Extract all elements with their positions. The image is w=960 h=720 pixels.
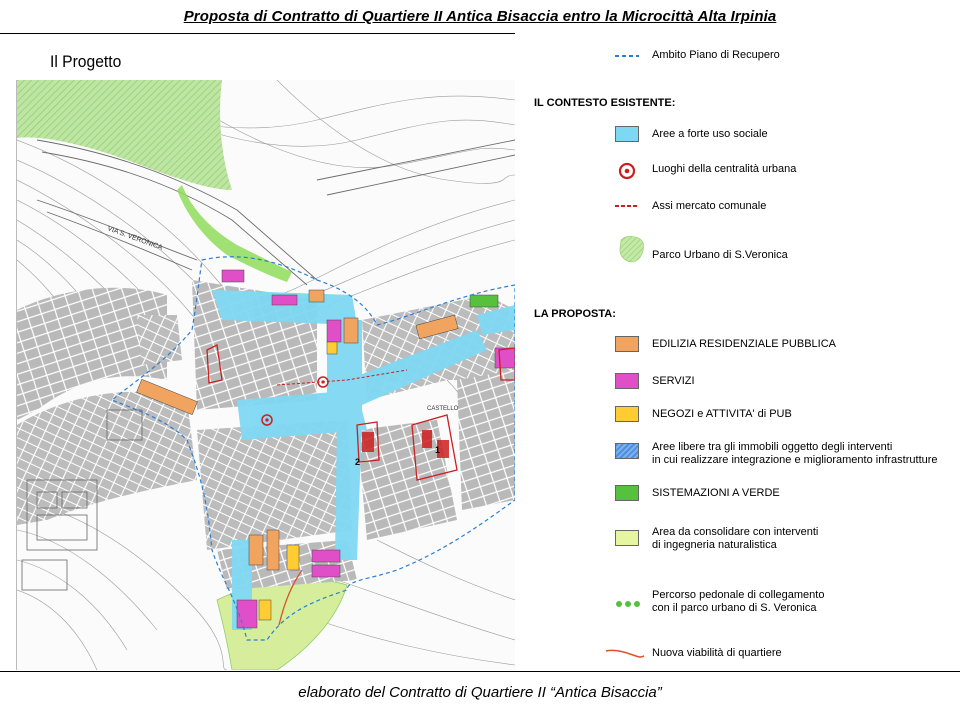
- legend-label-mercato: Assi mercato comunale: [652, 200, 767, 212]
- red-dashed-line-icon: [615, 198, 639, 214]
- project-map[interactable]: [16, 80, 515, 670]
- legend-label-consolidare-line2: di ingegneria naturalistica: [652, 539, 777, 551]
- legend-label-servizi: SERVIZI: [652, 375, 695, 387]
- legend-label-percorso: [652, 589, 824, 615]
- orange-box-icon: [615, 336, 639, 352]
- yellow-box-icon: [615, 406, 639, 422]
- title-rule: [0, 33, 515, 34]
- map-label-2: 2: [355, 457, 361, 467]
- page-title: Proposta di Contratto di Quartiere II Antica Bisaccia entro la Microcittà Alta Irpinia: [183, 8, 777, 25]
- legend-label-verde: SISTEMAZIONI A VERDE: [652, 487, 780, 499]
- green-dots-icon: [615, 596, 645, 612]
- street-label-veronica: VIA S. VERONICA: [106, 225, 164, 252]
- red-target-icon: [615, 162, 639, 180]
- pale-yellow-box-icon: [615, 530, 639, 546]
- legend-label-aree-libere-line1: Aree libere tra gli immobili oggetto degli interventi: [652, 441, 893, 453]
- blue-hatched-box-icon: [615, 443, 639, 459]
- map-label-1: 1: [435, 445, 441, 455]
- section-subtitle: Il Progetto: [50, 52, 122, 71]
- footer-rule: [0, 671, 960, 672]
- green-hatched-blob-icon: [617, 234, 645, 264]
- orange-curve-line-icon: [605, 645, 645, 661]
- legend-label-viabilita: Nuova viabilità di quartiere: [652, 647, 782, 659]
- magenta-box-icon: [615, 373, 639, 389]
- light-blue-box-icon: [615, 126, 639, 142]
- legend-heading-proposal: LA PROPOSTA:: [534, 308, 616, 320]
- legend-label-aree-libere: [652, 441, 938, 467]
- legend-label-ambito: Ambito Piano di Recupero: [652, 49, 780, 61]
- map-legend: [515, 38, 960, 668]
- legend-label-parco: Parco Urbano di S.Veronica: [652, 249, 788, 261]
- map-canvas: [17, 80, 515, 670]
- legend-label-percorso-line1: Percorso pedonale di collegamento: [652, 589, 825, 601]
- legend-label-negozi: NEGOZI e ATTIVITA' di PUB: [652, 408, 792, 420]
- park-s-veronica-area: [17, 80, 232, 190]
- legend-label-percorso-line2: con il parco urbano di S. Veronica: [652, 602, 817, 614]
- map-label-castello: CASTELLO: [427, 406, 459, 412]
- green-box-icon: [615, 485, 639, 501]
- legend-label-consolidare: [652, 526, 818, 552]
- page-footer: elaborato del Contratto di Quartiere II “Antica Bisaccia”: [298, 684, 662, 701]
- legend-label-sociale: Aree a forte uso sociale: [652, 128, 768, 140]
- legend-label-consolidare-line1: Area da consolidare con interventi: [652, 526, 819, 538]
- legend-label-centralita: Luoghi della centralità urbana: [652, 163, 797, 175]
- legend-label-erp: EDILIZIA RESIDENZIALE PUBBLICA: [652, 338, 837, 350]
- legend-label-aree-libere-line2: in cui realizzare integrazione e miglioramento infrastrutture: [652, 454, 938, 466]
- legend-heading-existing: IL CONTESTO ESISTENTE:: [534, 97, 676, 109]
- blue-dashed-line-icon: [615, 48, 639, 64]
- roads: [37, 140, 515, 285]
